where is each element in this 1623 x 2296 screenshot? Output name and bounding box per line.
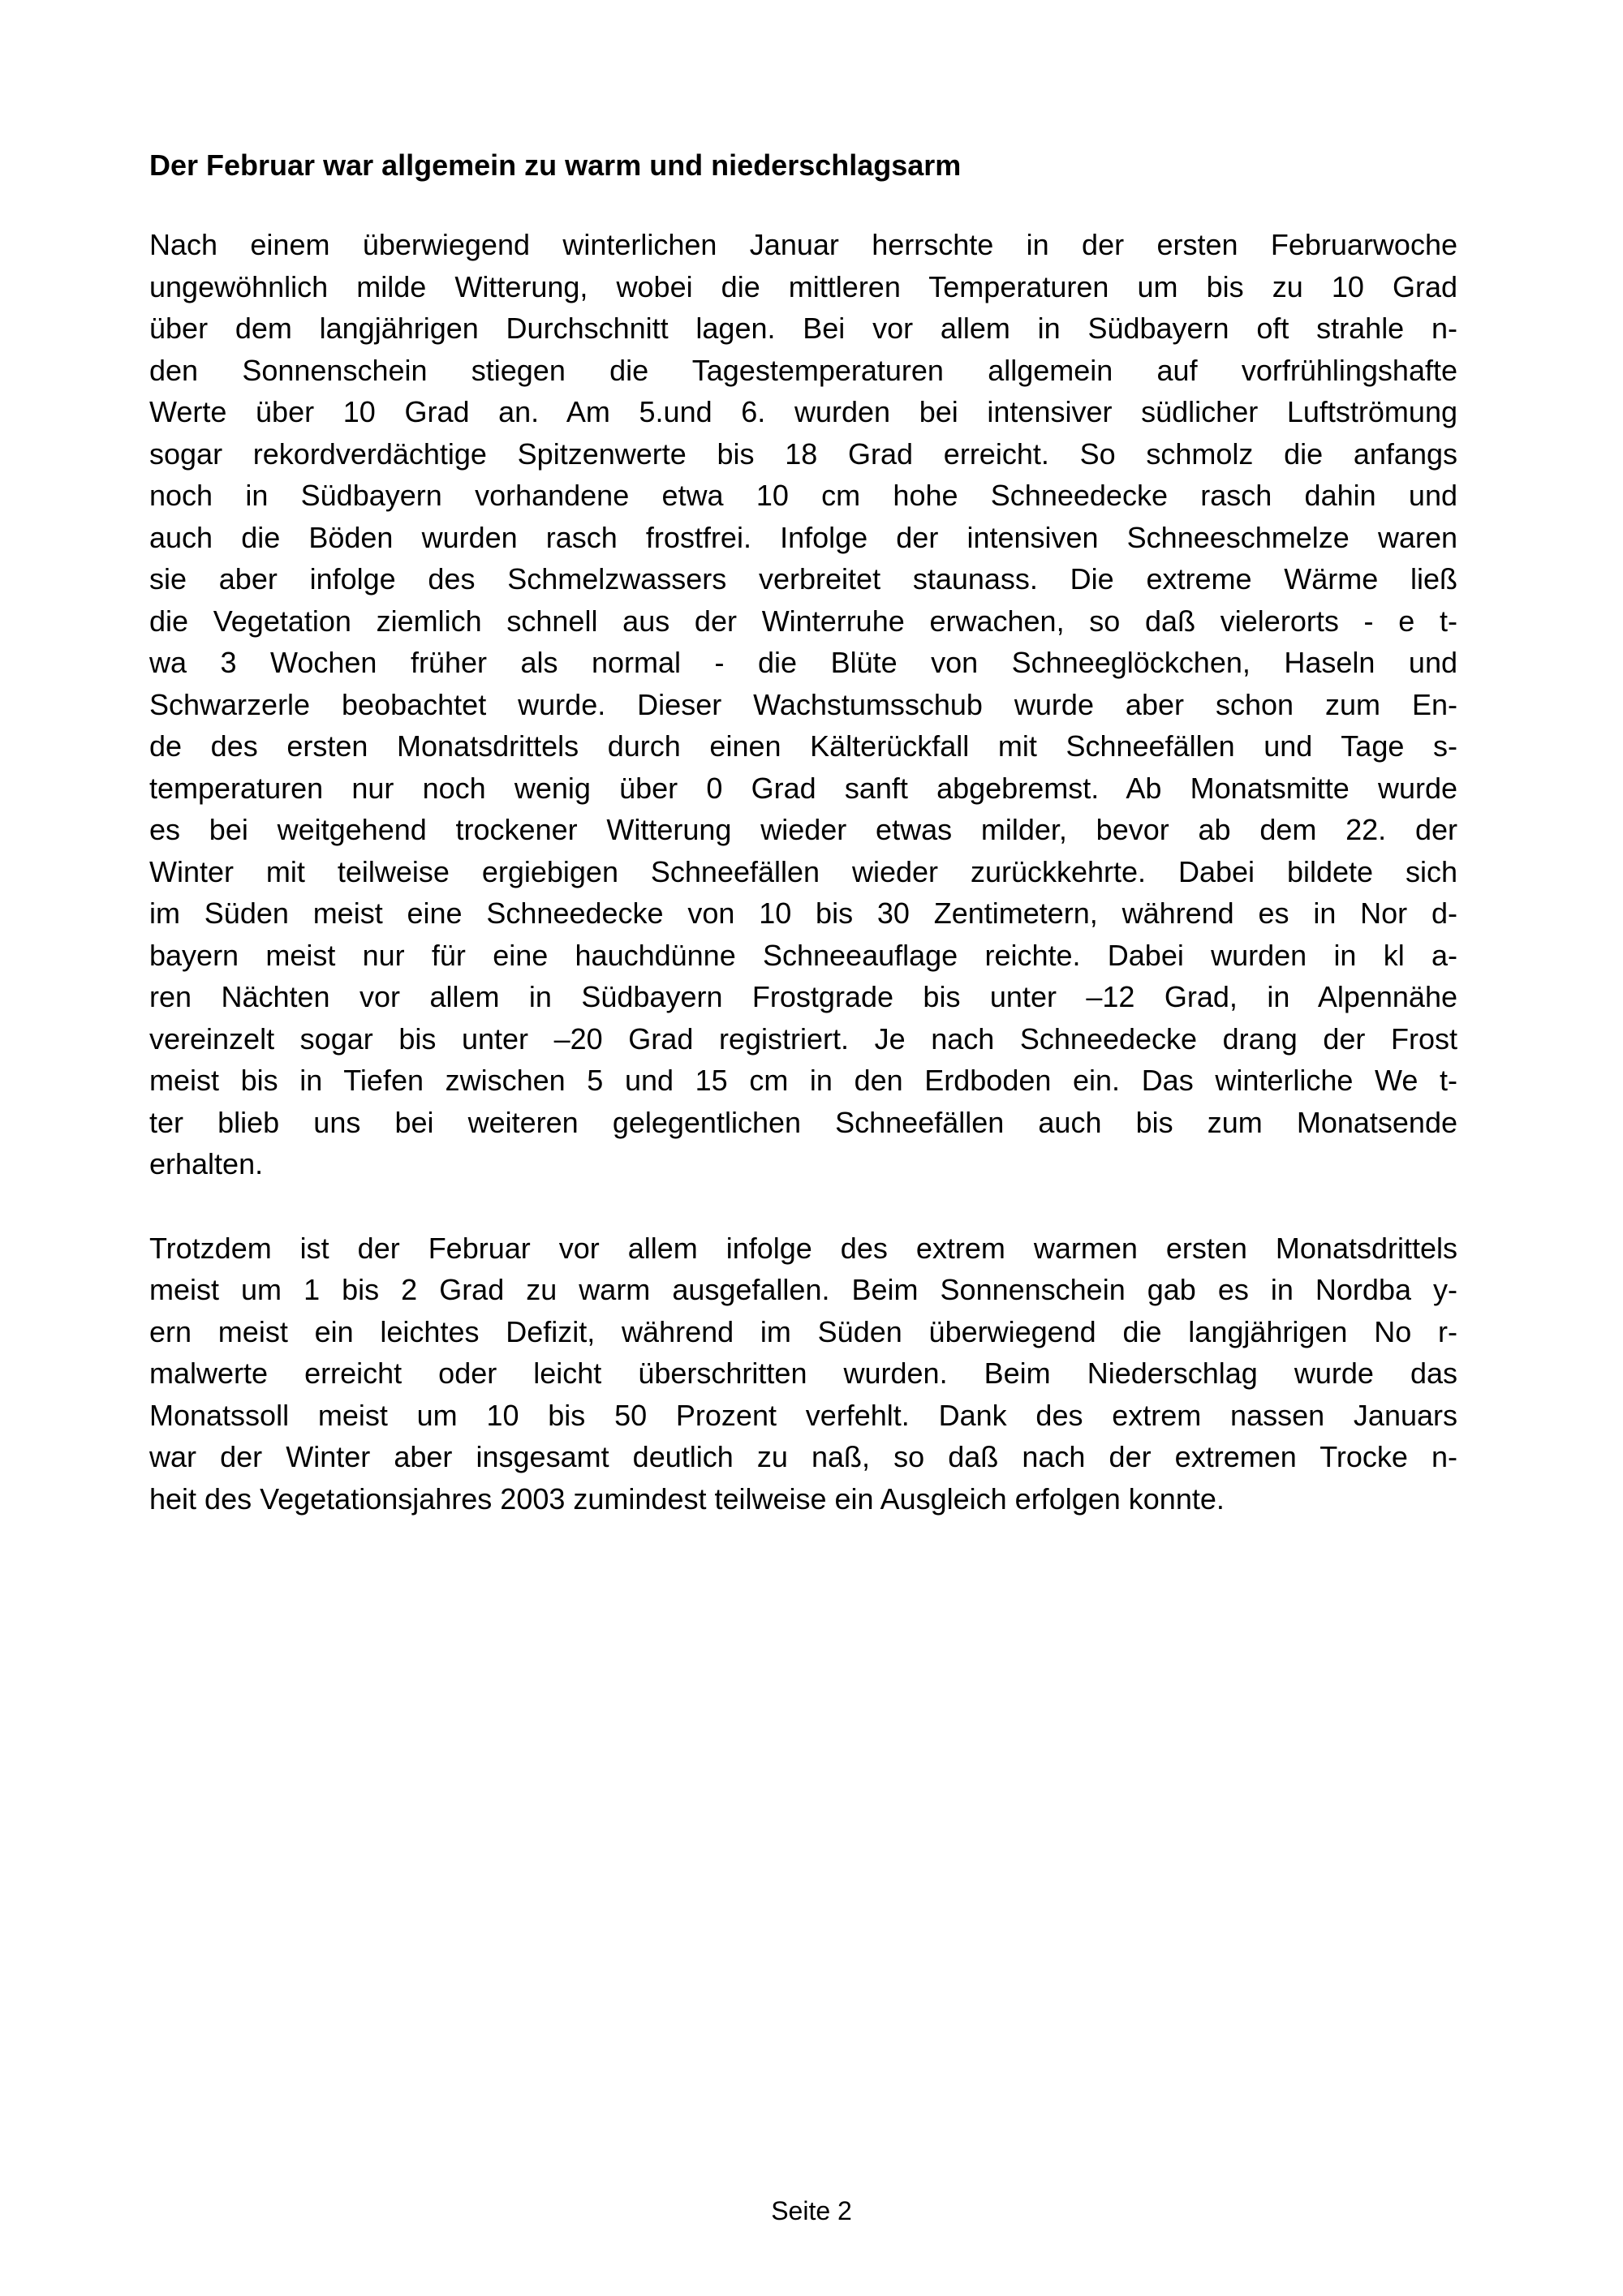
text-line: sie aber infolge des Schmelzwassers verbreitet staunass. Die extreme Wärme ließ bbox=[149, 562, 1457, 595]
text-line: Winter mit teilweise ergiebigen Schneefällen wieder zurückkehrte. Dabei bildete sich bbox=[149, 854, 1457, 888]
text-line: erhalten. bbox=[149, 1147, 264, 1180]
document-body bbox=[149, 144, 1457, 1520]
text-line: ern meist ein leichtes Defizit, während im Süden überwiegend die langjährigen No r- bbox=[149, 1314, 1457, 1348]
text-line: ren Nächten vor allem in Südbayern Frostgrade bis unter –12 Grad, in Alpennähe bbox=[149, 980, 1457, 1013]
text-line: malwerte erreicht oder leicht überschritten wurden. Beim Niederschlag wurde das bbox=[149, 1357, 1457, 1390]
text-line: vereinzelt sogar bis unter –20 Grad registriert. Je nach Schneedecke drang der Frost bbox=[149, 1021, 1457, 1056]
paragraph bbox=[149, 1228, 1457, 1520]
text-line: Nach einem überwiegend winterlichen Januar herrschte in der ersten Februarwoche bbox=[149, 228, 1457, 261]
text-line: wa 3 Wochen früher als normal - die Blüte von Schneeglöckchen, Haseln und bbox=[149, 646, 1457, 679]
text-line: Schwarzerle beobachtet wurde. Dieser Wachstumsschub wurde aber schon zum En- bbox=[149, 687, 1457, 721]
text-line: es bei weitgehend trockener Witterung wieder etwas milder, bevor ab dem 22. der bbox=[149, 813, 1457, 846]
text-line: heit des Vegetationsjahres 2003 zumindest teilweise ein Ausgleich erfolgen konnte. bbox=[149, 1481, 1225, 1516]
page-number: Seite 2 bbox=[771, 2196, 852, 2225]
text-line: über dem langjährigen Durchschnitt lagen. Bei vor allem in Südbayern oft strahle n- bbox=[149, 312, 1457, 345]
text-line: meist bis in Tiefen zwischen 5 und 15 cm in den Erdboden ein. Das winterliche We t- bbox=[149, 1064, 1457, 1097]
text-line: temperaturen nur noch wenig über 0 Grad sanft abgebremst. Ab Monatsmitte wurde bbox=[149, 771, 1457, 805]
text-line: ter blieb uns bei weiteren gelegentlichen Schneefällen auch bis zum Monatsende bbox=[149, 1105, 1457, 1139]
text-line: auch die Böden wurden rasch frostfrei. Infolge der intensiven Schneeschmelze waren bbox=[149, 520, 1457, 554]
text-line: noch in Südbayern vorhandene etwa 10 cm hohe Schneedecke rasch dahin und bbox=[149, 479, 1457, 512]
paragraph-container bbox=[149, 224, 1457, 1520]
text-line: bayern meist nur für eine hauchdünne Schneeauflage reichte. Dabei wurden in kl a- bbox=[149, 938, 1457, 972]
text-line: de des ersten Monatsdrittels durch einen Kälterückfall mit Schneefällen und Tage s- bbox=[149, 729, 1457, 763]
text-line: Trotzdem ist der Februar vor allem infolge des extrem warmen ersten Monatsdrittels bbox=[149, 1231, 1457, 1265]
text-line: war der Winter aber insgesamt deutlich zu naß, so daß nach der extremen Trocke n- bbox=[149, 1440, 1457, 1473]
text-line: ungewöhnlich milde Witterung, wobei die mittleren Temperaturen um bis zu 10 Grad bbox=[149, 269, 1457, 303]
text-line: die Vegetation ziemlich schnell aus der Winterruhe erwachen, so daß vielerorts - e t- bbox=[149, 604, 1457, 638]
text-line: Werte über 10 Grad an. Am 5.und 6. wurden bei intensiver südlicher Luftströmung bbox=[149, 395, 1457, 428]
text-line: den Sonnenschein stiegen die Tagestemperaturen allgemein auf vorfrühlingshafte bbox=[149, 353, 1457, 387]
text-line: sogar rekordverdächtige Spitzenwerte bis 18 Grad erreicht. So schmolz die anfangs bbox=[149, 436, 1457, 471]
text-line: im Süden meist eine Schneedecke von 10 bis 30 Zentimetern, während es in Nor d- bbox=[149, 896, 1457, 930]
document-heading: Der Februar war allgemein zu warm und niederschlagsarm bbox=[149, 148, 962, 182]
text-line: Monatssoll meist um 10 bis 50 Prozent verfehlt. Dank des extrem nassen Januars bbox=[149, 1398, 1457, 1432]
text-line: meist um 1 bis 2 Grad zu warm ausgefallen. Beim Sonnenschein gab es in Nordba y- bbox=[149, 1273, 1457, 1306]
paragraph bbox=[149, 224, 1457, 1185]
